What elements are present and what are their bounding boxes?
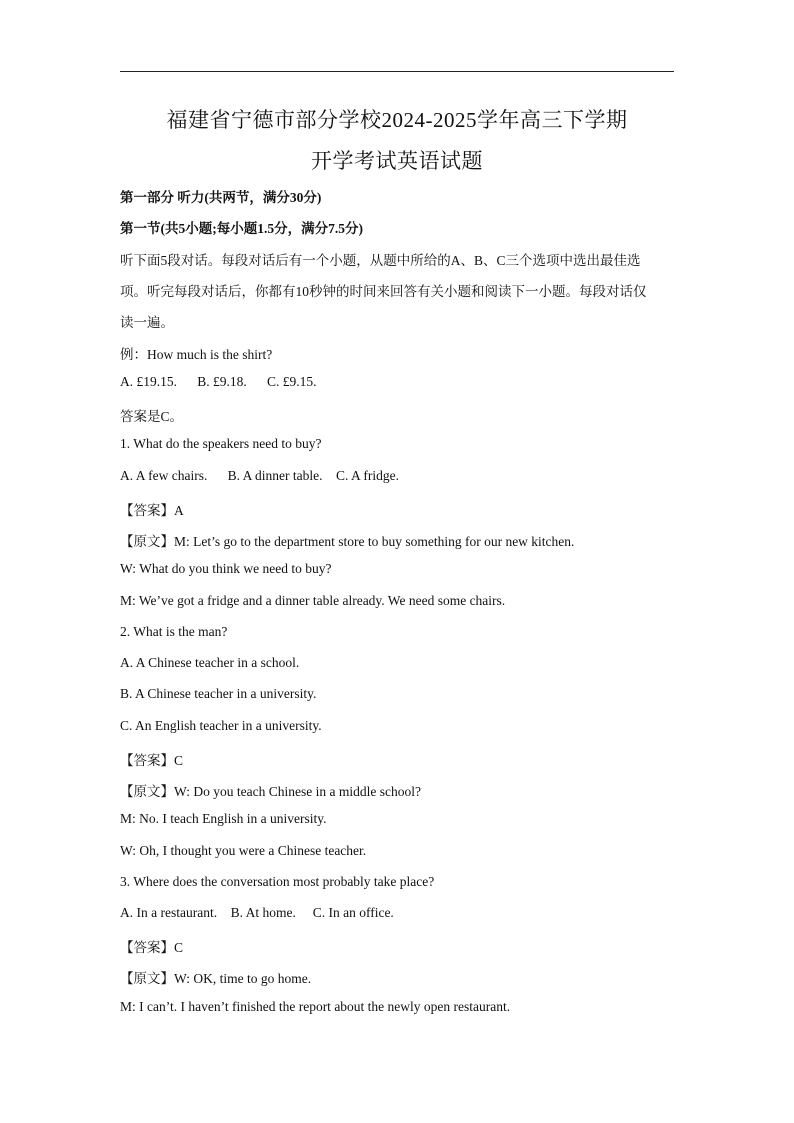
question-3-transcript-line2: M: I can’t. I haven’t finished the report about the newly open restaurant. bbox=[120, 999, 511, 1014]
question-3: 3. Where does the conversation most probably take place? bbox=[120, 874, 435, 889]
instructions-line2: 项。听完每段对话后，你都有10秒钟的时间来回答有关小题和阅读下一小题。每段对话仅 bbox=[120, 284, 647, 299]
question-2-transcript-line1: 【原文】W: Do you teach Chinese in a middle school? bbox=[120, 784, 421, 799]
question-1-transcript-line2: W: What do you think we need to buy? bbox=[120, 561, 332, 576]
example-options: A. £19.15. B. £9.18. C. £9.15. bbox=[120, 374, 317, 389]
question-2-option-c: C. An English teacher in a university. bbox=[120, 718, 322, 733]
question-1: 1. What do the speakers need to buy? bbox=[120, 436, 322, 451]
document-title-line2: 开学考试英语试题 bbox=[311, 149, 483, 173]
question-3-transcript-line1: 【原文】W: OK, time to go home. bbox=[120, 971, 312, 986]
question-2-option-a: A. A Chinese teacher in a school. bbox=[120, 655, 300, 670]
question-1-answer: 【答案】A bbox=[120, 503, 184, 518]
question-2-transcript-line3: W: Oh, I thought you were a Chinese teacher. bbox=[120, 843, 367, 858]
example-question: 例：How much is the shirt? bbox=[120, 347, 273, 362]
question-1-transcript-line1: 【原文】M: Let’s go to the department store to buy something for our new kitchen. bbox=[120, 534, 575, 549]
example-answer: 答案是C。 bbox=[120, 409, 184, 424]
part1-heading: 第一部分 听力(共两节，满分30分) bbox=[120, 190, 322, 205]
question-2-answer: 【答案】C bbox=[120, 753, 184, 768]
question-2-transcript-line2: M: No. I teach English in a university. bbox=[120, 811, 327, 826]
question-3-options: A. In a restaurant. B. At home. C. In an office. bbox=[120, 905, 394, 920]
document-title-line1: 福建省宁德市部分学校2024-2025学年高三下学期 bbox=[166, 108, 628, 132]
section1-heading: 第一节(共5小题;每小题1.5分，满分7.5分) bbox=[120, 221, 363, 236]
question-2: 2. What is the man? bbox=[120, 624, 228, 639]
instructions-line3: 读一遍。 bbox=[120, 315, 174, 330]
question-2-option-b: B. A Chinese teacher in a university. bbox=[120, 686, 317, 701]
header-rule bbox=[120, 71, 674, 72]
question-1-options: A. A few chairs. B. A dinner table. C. A fridge. bbox=[120, 468, 399, 483]
question-1-transcript-line3: M: We’ve got a fridge and a dinner table already. We need some chairs. bbox=[120, 593, 506, 608]
question-3-answer: 【答案】C bbox=[120, 940, 184, 955]
instructions-line1: 听下面5段对话。每段对话后有一个小题，从题中所给的A、B、C三个选项中选出最佳选 bbox=[120, 253, 641, 268]
